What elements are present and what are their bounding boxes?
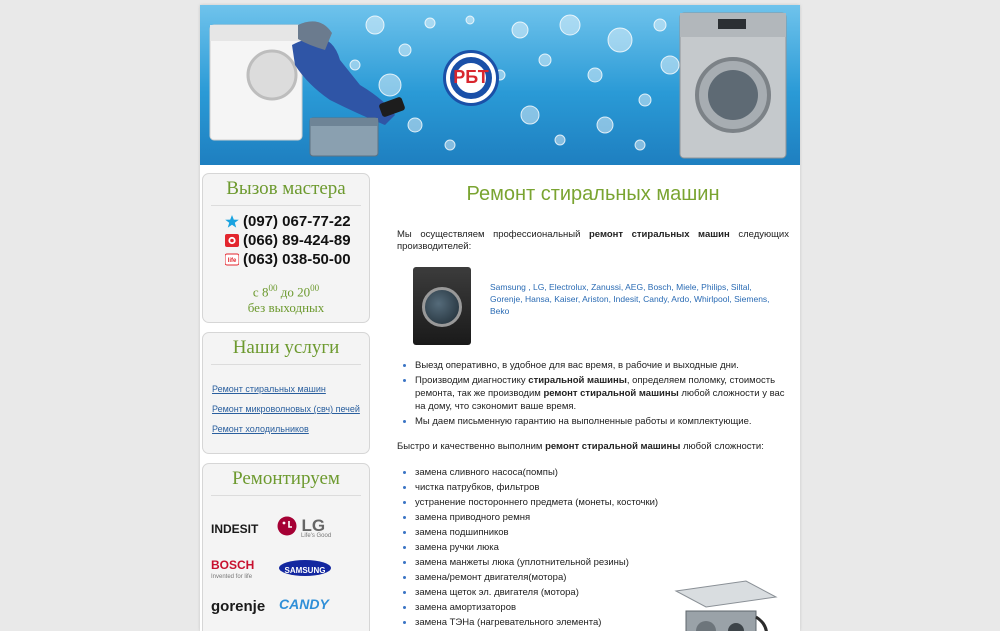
washing-machine-image [413, 267, 471, 345]
list-item [415, 415, 789, 428]
item-text: Мы даем письменную гарантию на выполненные работы и комплектующие. [415, 416, 752, 427]
page [200, 5, 800, 631]
working-hours [203, 276, 369, 322]
working-days: без выходных [247, 300, 325, 316]
list-item: • устранение постороннего предмета (монеты, косточки) [415, 495, 789, 510]
brand-logo-samsung[interactable] [279, 560, 331, 576]
intro-text-end: следующих производителей: [397, 229, 789, 252]
sidebar [202, 173, 370, 631]
list-item [415, 374, 789, 413]
brands-title: Ремонтируем [211, 464, 361, 496]
phone-kyivstar[interactable] [225, 212, 369, 231]
item-text: Производим диагностику [415, 375, 529, 386]
main-content [397, 173, 789, 630]
brand-logos [203, 496, 369, 631]
brand-logo-indesit[interactable] [211, 522, 258, 536]
call-master-title: Вызов мастера [211, 174, 361, 206]
lifecell-icon [225, 253, 239, 266]
hours-to: до 20 [277, 284, 311, 300]
svg-text:life: life [227, 258, 237, 264]
list-item: • замена приводного ремня [415, 510, 789, 525]
list-item: • замена ручки люка [415, 540, 789, 555]
intro-paragraph [397, 229, 789, 267]
brand-name: gorenje [211, 598, 266, 615]
services-title: Наши услуги [211, 333, 361, 365]
intro-bold: ремонт стиральных машин [588, 229, 730, 240]
brand-tagline: Life's Good [301, 533, 332, 539]
list-item: • замена подшипников [415, 525, 789, 540]
intro-text: Мы осуществляем профессиональный [397, 229, 589, 240]
item-bold: стиральной машины [528, 375, 627, 386]
list-item: • чистка патрубков, фильтров [415, 480, 789, 495]
brand-name: INDESIT [211, 522, 259, 536]
header-banner [200, 5, 800, 165]
kyivstar-star-icon [225, 215, 239, 228]
brand-logo-gorenje[interactable] [211, 598, 265, 615]
list-item: • замена ТЭНа (нагревательного элемента) [415, 615, 789, 630]
phone-number: (063) 038-50-00 [243, 251, 351, 268]
phone-vodafone[interactable] [225, 231, 369, 250]
list-item [415, 359, 789, 372]
list-item: • замена щеток эл. двигателя (мотора) [415, 585, 789, 600]
service-link-washing-machines[interactable]: Ремонт стиральных машин [212, 384, 326, 394]
services-list [203, 365, 369, 453]
vodafone-icon [225, 234, 239, 247]
brand-name: BOSCH [211, 558, 255, 572]
works-intro [397, 441, 789, 465]
banner-artwork [200, 5, 800, 165]
advantages-list [397, 359, 789, 427]
phone-lifecell[interactable] [225, 250, 369, 269]
hours-to-minutes: 00 [310, 283, 320, 293]
item-bold: ремонт стиральной машины [543, 388, 679, 399]
service-link-refrigerators[interactable]: Ремонт холодильников [212, 424, 309, 434]
logo-text: РБТ [453, 67, 489, 87]
washer-door [422, 287, 462, 327]
company-logo[interactable] [443, 50, 499, 106]
works-intro-text: Быстро и качественно выполним [397, 441, 546, 452]
brand-logo-lg[interactable] [277, 516, 331, 539]
brand-logo-candy[interactable] [279, 596, 329, 612]
manufacturers-list: Samsung , LG, Electrolux, Zanussi, AEG, Bosch, Miele, Philips, Siltal, Gorenje, Hansa, Kaiser, Ariston, Indesit, Candy, Ardo, Whirlpool, Siemens, Beko [490, 282, 770, 316]
works-intro-end: любой сложности: [680, 441, 764, 452]
list-item: • замена/ремонт двигателя(мотора) [415, 570, 789, 585]
item-text: любой сложности у вас на дому, что сэкономит ваше время. [415, 388, 785, 412]
brand-name: CANDY [279, 596, 329, 612]
manufacturers-block [397, 267, 789, 357]
list-item: • замена сливного насоса(помпы) [415, 465, 789, 480]
phone-number: (097) 067-77-22 [243, 213, 351, 230]
item-text: Выезд оперативно, в удобное для вас время, в рабочие и выходные дни. [415, 360, 739, 371]
hours-from: с 8 [252, 284, 269, 300]
brand-logo-bosch[interactable] [211, 556, 254, 580]
call-master-box [202, 173, 370, 323]
lg-face-icon [277, 516, 297, 536]
spare-parts-image [672, 577, 782, 631]
phone-list [203, 206, 369, 276]
services-box [202, 332, 370, 454]
works-intro-bold: ремонт стиральной машины [545, 441, 681, 452]
list-item: • замена манжеты люка (уплотнительной резины) [415, 555, 789, 570]
brand-name: LG [301, 516, 326, 535]
item-text: , определяем поломку, стоимость ремонта, так же производим [415, 375, 776, 399]
list-item: • замена амортизаторов [415, 600, 789, 615]
service-link-microwaves[interactable]: Ремонт микроволновых (свч) печей [212, 404, 360, 414]
brand-tagline: Invented for life [211, 574, 253, 580]
brand-name: SAMSUNG [284, 566, 326, 575]
hours-from-minutes: 00 [268, 283, 278, 293]
brands-box [202, 463, 370, 631]
page-title: Ремонт стиральных машин [466, 183, 720, 205]
phone-number: (066) 89-424-89 [243, 232, 351, 249]
